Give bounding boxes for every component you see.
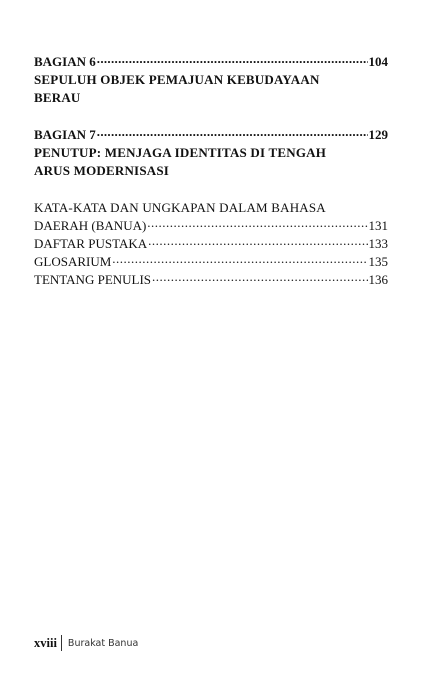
toc-entry-glosarium [34, 253, 388, 271]
leader-dots [147, 217, 367, 230]
toc-chapter-title-line: ARUS MODERNISASI [34, 163, 170, 178]
footer-divider [61, 635, 62, 651]
toc-entry-label: DAFTAR PUSTAKA [34, 236, 148, 251]
table-of-contents [34, 53, 388, 289]
toc-entry-page: 133 [368, 236, 388, 251]
toc-chapter-title-line: SEPULUH OBJEK PEMAJUAN KEBUDAYAAN [34, 72, 320, 87]
toc-entry-bagian-6 [34, 53, 388, 71]
toc-entry-page: 131 [368, 218, 388, 233]
leader-dots [148, 235, 367, 248]
toc-entry-tentang-penulis [34, 271, 388, 289]
toc-back-matter [34, 199, 388, 289]
toc-chapter-title-line: BERAU [34, 90, 81, 105]
leader-dots [112, 253, 367, 266]
toc-section-bagian-6 [34, 53, 388, 107]
toc-entry-bagian-7 [34, 126, 388, 144]
toc-chapter-title-line: PENUTUP: MENJAGA IDENTITAS DI TENGAH [34, 145, 327, 160]
toc-entry-page: 129 [368, 127, 388, 142]
page-footer [34, 634, 138, 652]
toc-entry-label: TENTANG PENULIS [34, 272, 152, 287]
page-number: xviii [34, 635, 57, 650]
toc-entry-first-line: KATA-KATA DAN UNGKAPAN DALAM BAHASA [34, 200, 326, 215]
toc-entry-page: 136 [368, 272, 388, 287]
toc-entry-page: 135 [368, 254, 388, 269]
leader-dots [97, 126, 368, 139]
toc-entry-kata-kata [34, 217, 388, 235]
leader-dots [152, 271, 367, 284]
toc-entry-label: BAGIAN 6 [34, 54, 96, 69]
toc-entry-label: BAGIAN 7 [34, 127, 96, 142]
toc-entry-label: DAERAH (BANUA) [34, 218, 147, 233]
leader-dots [97, 53, 368, 66]
toc-entry-page: 104 [368, 54, 388, 69]
toc-entry-label: GLOSARIUM [34, 254, 112, 269]
toc-section-bagian-7 [34, 126, 388, 180]
toc-entry-daftar-pustaka [34, 235, 388, 253]
running-title: Burakat Banua [67, 637, 139, 649]
